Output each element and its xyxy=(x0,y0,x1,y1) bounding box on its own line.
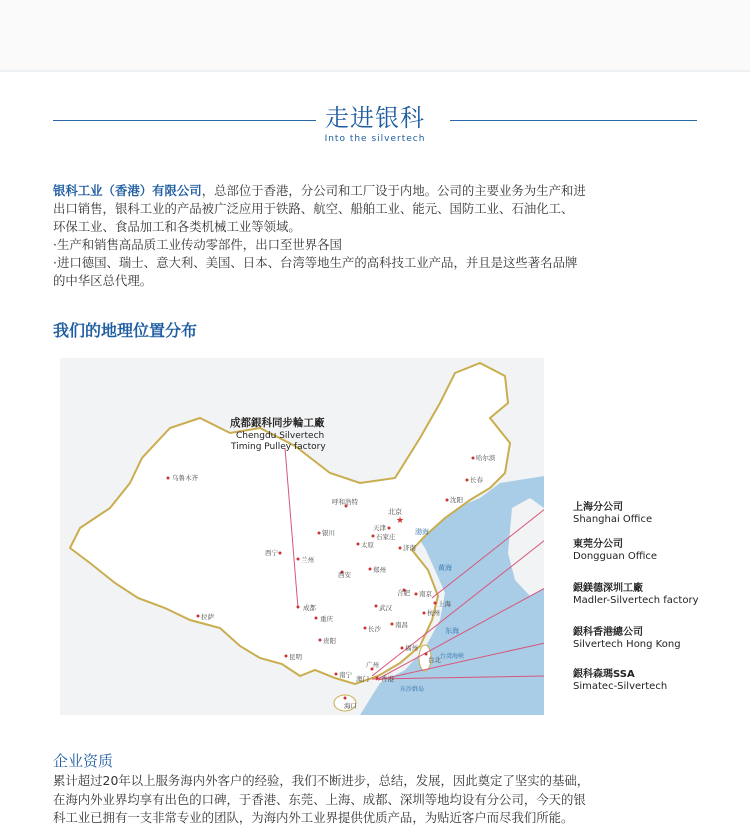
qualification-line-3: 科工业已拥有一支非常专业的团队，为海内外工业界提供优质产品，为贴近客户而尽我们所能。 xyxy=(53,810,574,825)
city-lhasa: 拉萨 xyxy=(201,613,214,621)
china-map xyxy=(60,358,544,715)
sea-dongsha: 东沙群岛 xyxy=(400,686,425,693)
office-shenzhen-en: Madler-Silvertech factory xyxy=(573,595,699,606)
city-hefei: 合肥 xyxy=(397,589,410,597)
office-hongkong-zh: 銀科香港總公司 xyxy=(573,627,643,638)
city-hangzhou: 杭州 xyxy=(427,609,440,617)
city-guangzhou: 广州 xyxy=(366,661,379,669)
city-nanchang: 南昌 xyxy=(395,621,408,629)
city-kunming: 昆明 xyxy=(289,653,302,661)
intro-bullet-2b: 的中华区总代理。 xyxy=(53,273,153,288)
city-taiyuan: 太原 xyxy=(361,541,374,549)
city-jinan: 济南 xyxy=(403,544,416,552)
city-urumqi: 乌鲁木齐 xyxy=(172,474,198,482)
sea-donghai: 东海 xyxy=(445,627,459,635)
city-yinchuan: 银川 xyxy=(322,529,335,537)
qualification-line-2: 在海内外业界均享有出色的口碑，于香港、东莞、上海、成都、深圳等地均设有分公司，今天的银 xyxy=(53,791,586,807)
city-changsha: 长沙 xyxy=(368,625,381,633)
city-hongkong: 香港 xyxy=(381,675,394,683)
city-chengdu: 成都 xyxy=(303,604,316,612)
city-shijiazhuang: 石家庄 xyxy=(376,533,396,541)
office-dongguan-zh: 東莞分公司 xyxy=(573,539,623,550)
office-shenzhen-zh: 銀鎂德深圳工廠 xyxy=(573,583,643,594)
svg-text:★: ★ xyxy=(396,516,405,526)
sea-taiwan-strait: 台湾海峡 xyxy=(440,653,465,660)
office-shenzhen xyxy=(573,583,699,607)
geo-section-title: 我们的地理位置分布 xyxy=(53,321,198,340)
top-band-divider xyxy=(0,70,750,72)
office-dongguan-en: Dongguan Office xyxy=(573,551,658,562)
city-shanghai: 上海 xyxy=(438,600,451,608)
chengdu-label-en-1: Chengdu Silvertech xyxy=(236,431,325,441)
chengdu-label-en-2: Timing Pulley factory xyxy=(231,442,326,452)
city-aomen: 澳门 xyxy=(356,675,369,683)
intro-line-1: ，总部位于香港，分公司和工厂设于内地。公司的主要业务为生产和进 xyxy=(201,183,586,198)
city-beijing: 北京 xyxy=(388,508,402,516)
city-taibei: 台北 xyxy=(428,656,441,664)
intro-line-3: 环保工业、食品加工和各类机械工业等领域。 xyxy=(53,219,301,234)
office-simatec xyxy=(573,669,667,693)
city-changchun: 长春 xyxy=(470,476,483,484)
sea-huanghai: 黄海 xyxy=(438,564,452,572)
office-shanghai-en: Shanghai Office xyxy=(573,514,653,525)
city-haikou: 海口 xyxy=(344,702,357,710)
city-tianjin: 天津 xyxy=(373,524,386,532)
city-nanning: 南宁 xyxy=(339,671,352,679)
office-simatec-zh: 銀科森瑪SSA xyxy=(573,669,635,680)
intro-bullet-2a: ·进口德国、瑞士、意大利、美国、日本、台湾等地生产的高科技工业产品，并且是这些著名品牌 xyxy=(53,255,578,270)
sea-bohai: 渤海 xyxy=(415,528,429,536)
city-lanzhou: 兰州 xyxy=(301,556,314,564)
office-hongkong xyxy=(573,627,681,651)
office-shanghai xyxy=(573,502,652,526)
qualification-title: 企业资质 xyxy=(53,752,114,770)
intro-bullet-1: ·生产和销售高品质工业传动零部件，出口至世界各国 xyxy=(53,237,342,252)
top-band xyxy=(0,0,750,70)
city-shenyang: 沈阳 xyxy=(450,496,463,504)
qualification-line-1: 累计超过20年以上服务海内外客户的经验，我们不断进步，总结，发展，因此奠定了坚实的基础， xyxy=(53,773,590,788)
city-xining: 西宁 xyxy=(265,549,278,557)
page-title: 走进银科 xyxy=(325,104,425,132)
city-xian: 西安 xyxy=(338,571,351,579)
city-hohhot: 呼和浩特 xyxy=(332,498,358,506)
city-guiyang: 贵阳 xyxy=(323,637,336,645)
office-hongkong-en: Silvertech Hong Kong xyxy=(573,639,681,650)
intro-line-2: 出口销售，银科工业的产品被广泛应用于铁路、航空、船舶工业、能元、国防工业、石油化工、 xyxy=(53,201,574,216)
office-shanghai-zh: 上海分公司 xyxy=(573,502,623,513)
chengdu-label-zh: 成都銀科同步輪工廠 xyxy=(230,417,325,429)
city-zhengzhou: 郑州 xyxy=(373,566,386,574)
office-simatec-en: Simatec-Silvertech xyxy=(573,681,668,692)
city-harbin: 哈尔滨 xyxy=(476,454,496,462)
qualification-paragraph xyxy=(53,772,713,828)
city-wuhan: 武汉 xyxy=(379,604,392,612)
city-chongqing: 重庆 xyxy=(320,615,333,623)
intro-paragraph xyxy=(53,182,703,290)
page-subtitle: Into the silvertech xyxy=(324,134,426,144)
office-dongguan xyxy=(573,539,657,563)
city-fuzhou: 福州 xyxy=(405,644,418,652)
city-nanjing: 南京 xyxy=(419,590,432,598)
company-name: 银科工业（香港）有限公司 xyxy=(53,183,202,198)
